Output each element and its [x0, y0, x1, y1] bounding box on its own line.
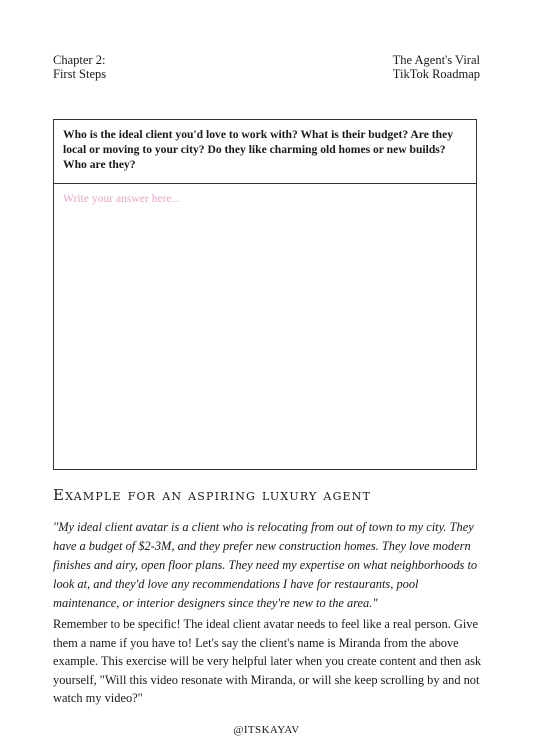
explanation-paragraph: Remember to be specific! The ideal client avatar needs to feel like a real person. Give them a name if you have to! Let's say the client's name is Miranda from the above example. This exercise will be very helpful later when you create content and then ask yourself, "Will this video resonate with Miranda, or will she keep scrolling by and not watch my video?" — [53, 617, 482, 706]
chapter-header — [53, 53, 106, 81]
book-title-line1: The Agent's Viral — [392, 53, 480, 67]
chapter-title: First Steps — [53, 67, 107, 81]
example-quote: "My ideal client avatar is a client who is relocating from out of town to my city. They have a budget of $2-3M, and they prefer new construction homes. They love modern finishes and airy, open floor plans. They need my expertise on what neighborhoods to look at, and they'd love any recommendations I have for restaurants, pool maintenance, or interior designers since they're new to the area." — [53, 520, 478, 610]
answer-field[interactable] — [54, 184, 476, 468]
footer-handle: @ITSKAYAV — [233, 724, 300, 736]
book-title-header — [393, 53, 480, 81]
question-box — [53, 119, 477, 470]
chapter-number: Chapter 2: — [53, 53, 106, 67]
question-prompt: Who is the ideal client you'd love to work with? What is their budget? Are they local or moving to your city? Do they like charming old homes or new builds? Who are they? — [54, 120, 476, 184]
example-heading: Example for an aspiring luxury agent — [53, 486, 372, 504]
book-title-line2: TikTok Roadmap — [392, 67, 480, 81]
